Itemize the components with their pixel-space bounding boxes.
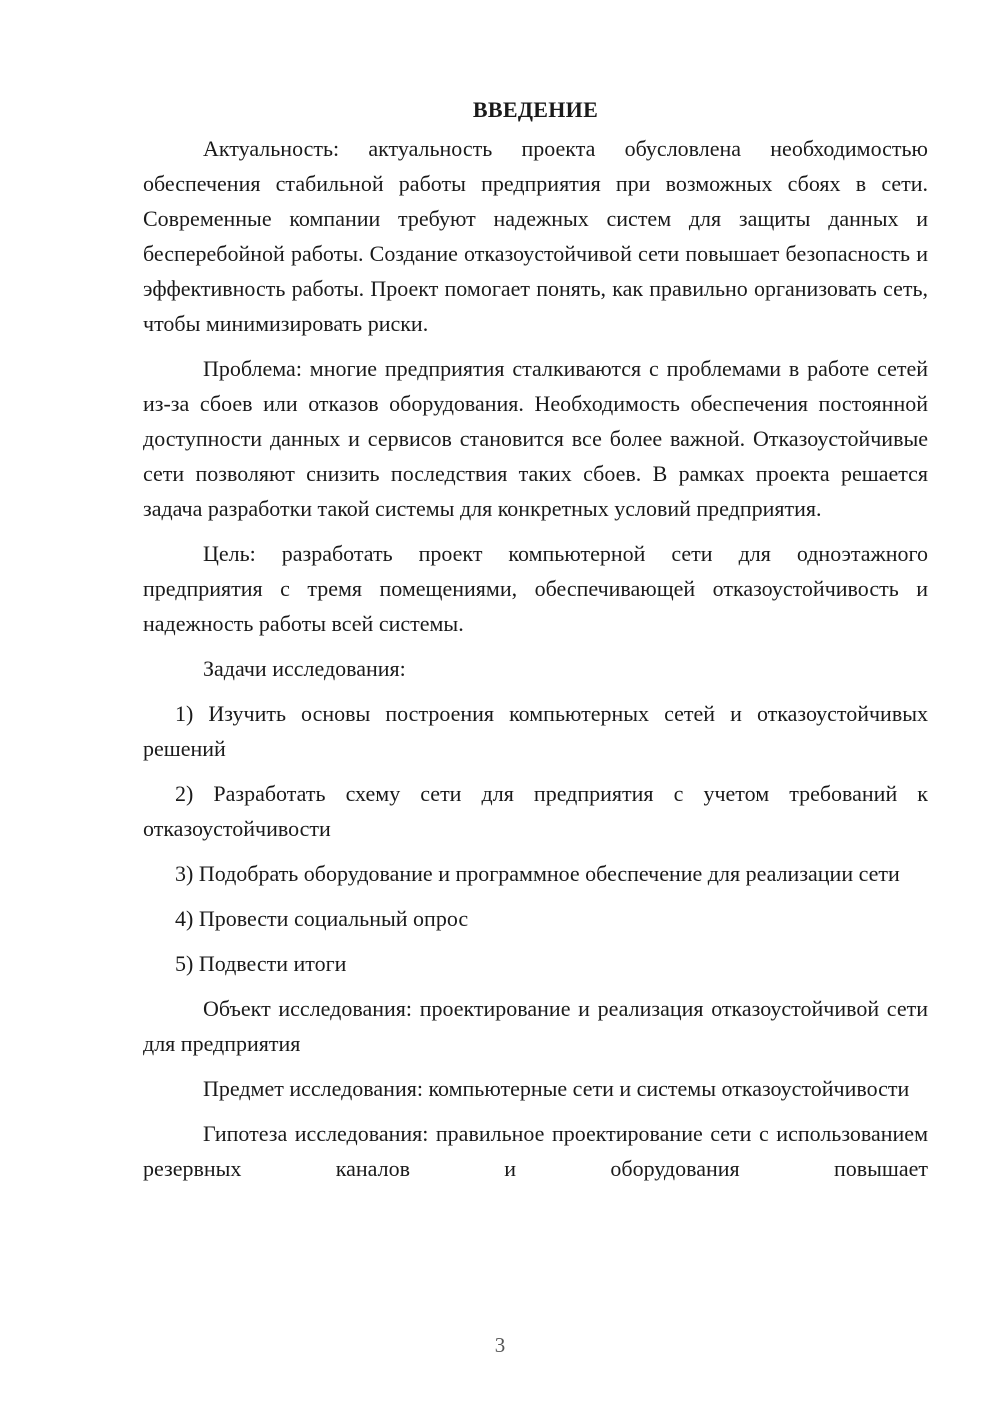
page-number: 3 bbox=[494, 1333, 506, 1357]
subject-paragraph: Предмет исследования: компьютерные сети и системы отказоустойчивости bbox=[203, 1076, 910, 1101]
goal-paragraph: Цель: разработать проект компьютерной сети для одноэтажного предприятия с тремя помещениями, обеспечивающей отказоустойчивость и надежность работы всей системы. bbox=[143, 541, 928, 636]
hypothesis-paragraph: Гипотеза исследования: правильное проектирование сети с использованием резервных каналов и оборудования повышает bbox=[143, 1121, 928, 1181]
document-body bbox=[143, 92, 928, 1186]
task-item: 2) Разработать схему сети для предприятия с учетом требований к отказоустойчивости bbox=[143, 781, 928, 841]
section-heading: ВВЕДЕНИЕ bbox=[472, 97, 599, 122]
task-item: 5) Подвести итоги bbox=[175, 951, 347, 976]
task-item: 3) Подобрать оборудование и программное обеспечение для реализации сети bbox=[175, 861, 900, 886]
task-item: 4) Провести социальный опрос bbox=[175, 906, 469, 931]
relevance-paragraph: Актуальность: актуальность проекта обусловлена необходимостью обеспечения стабильной работы предприятия при возможных сбоях в сети. Современные компании требуют надежных систем для защиты данных и бесперебойной работы. Создание отказоустойчивой сети повышает безопасность и эффективность работы. Проект помогает понять, как правильно организовать сеть, чтобы минимизировать риски. bbox=[143, 136, 928, 336]
problem-paragraph: Проблема: многие предприятия сталкиваются с проблемами в работе сетей из-за сбоев или отказов оборудования. Необходимость обеспечения постоянной доступности данных и сервисов становится все более важной. Отказоустойчивые сети позволяют снизить последствия таких сбоев. В рамках проекта решается задача разработки такой системы для конкретных условий предприятия. bbox=[143, 356, 928, 521]
tasks-heading: Задачи исследования: bbox=[203, 656, 406, 681]
task-item: 1) Изучить основы построения компьютерных сетей и отказоустойчивых решений bbox=[143, 701, 928, 761]
object-paragraph: Объект исследования: проектирование и реализация отказоустойчивой сети для предприятия bbox=[143, 996, 928, 1056]
